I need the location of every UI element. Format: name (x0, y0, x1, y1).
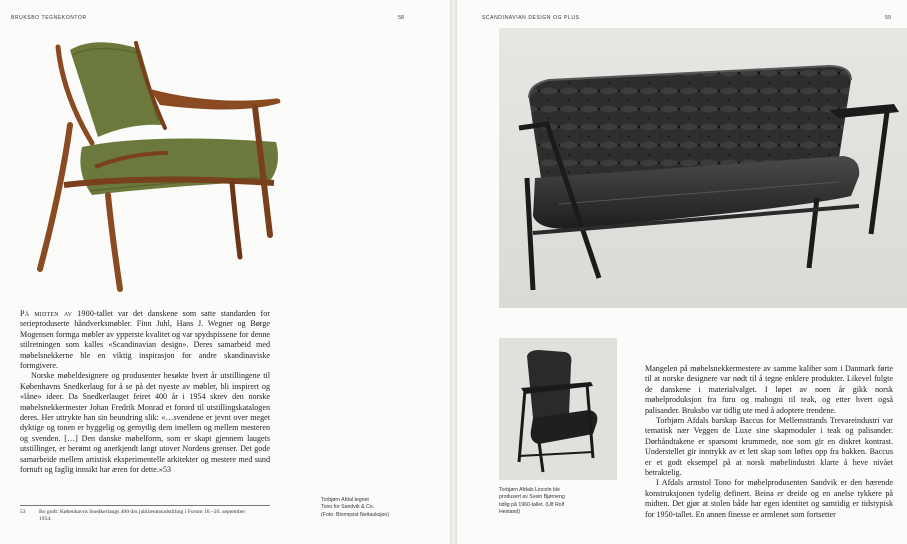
caption-line: Hestand) (499, 509, 521, 516)
chair-caption (321, 497, 441, 519)
footnote (20, 509, 270, 529)
left-paragraph-2: Norske møbeldesignere og produsenter besøkte hvert år utstillingene til Københavns Snedkerlaug for å se på det nyeste av møbler, bli inspirert og «låne» ideer. Da Snedkerlauget feiret 400 år i 1954 skrev den norske møbelsnekkermester Johan Fredrik Monrad et forord til utstillingskatalogen deres. Her uttrykte han sin beundring slik: «…svendene er jevnt over meget dyktige og tonen er hyggelig og gemytlig dem imellem og mellem mesteren og svenden. […] Den danske møbelform, som er skapt gjennem laugets utstillinger, er berømt og anerkjendt langt utover Nordens grenser. Det gode samarbeide mellem artistisk eksperimentelle arkitekter og mestere med sund fornuft og faglig innsikt har æren for dette.»53 (20, 371, 270, 475)
page-number-right: 59 (885, 15, 892, 21)
right-paragraph-3: I Afdals armstol Tono for møbelprodusenten Sandvik er den bærende konstruksjonen tydelig definert. Beina er dreide og en anelse tykkere på midten. Det gjør at stolen både har egen identitet og samtidig er tidstypisk for 1950-tallet. En annen finesse er armlenet som fortsetter (645, 478, 893, 519)
caption-line: Torbjørn Afdal tegnet (321, 497, 369, 503)
teak-chair-illustration (0, 25, 450, 301)
left-paragraph-1 (20, 309, 270, 371)
book-gutter (450, 0, 457, 544)
running-head-left: BRUKSBO TEGNEKONTOR (11, 15, 87, 21)
caption-line: (Foto: Blomqvist Nettauksjon) (321, 511, 390, 518)
sofa-photo (499, 28, 907, 308)
right-body-text (645, 364, 893, 520)
leather-sofa-illustration (499, 28, 907, 308)
paragraph-lead: På midten av 1900 (20, 309, 95, 318)
paragraph-text: -tallet var det danskene som satte standarden for serieproduserte håndverksmøbler. Finn Juhl, Hans J. Wegner og Børge Mogensen formga møbler av ypperste kvalitet og var spydspissene for denne stilretningen som kalles «Scandinavian design». Deres samarbeid med møbelsnekkerne ble en viktig inspirasjon for andre skandinaviske formgivere. (20, 309, 270, 371)
running-head-right: SCANDINAVIAN DESIGN OG PLUS (482, 15, 580, 21)
footnote-number: 53 (20, 509, 26, 515)
right-page (457, 0, 907, 544)
page-number-left: 58 (398, 15, 405, 21)
left-page (0, 0, 450, 544)
caption-line: Tono for Sandvik & Co. (321, 504, 375, 511)
armchair-photo (499, 338, 617, 480)
chair-photo (0, 25, 450, 301)
caption-line: tidlig på 1960-tallet. (Ulf Rolf (499, 501, 565, 508)
caption-line: Torbjørn Afdals Lincoln ble (499, 487, 560, 493)
footnote-rule (20, 505, 270, 506)
caption-line: produsert av Svein Bjørneng (499, 494, 565, 501)
leather-armchair-illustration (499, 338, 617, 480)
footnote-text: Bo godt: Københavns Snedkerlaugs 400-års jubilæumsudstilling i Forum 16.–26. september 1954. (39, 509, 246, 522)
sofa-caption (499, 487, 617, 517)
right-paragraph-2: Torbjørn Afdals barskap Baccus for Mellemstrands Trevareindustri var tematisk nær Veggen de Luxe sine skapmoduler i teak og palisander. Dørhåndtakene er sparsomt krummede, noe som gir en diskret kontrast. Understellet gir inntrykk av et lett skap som løftes opp fra bakken. Baccus er et godt eksempel på at norsk møbelindustri klarte å heve nivået betraktelig. (645, 416, 893, 478)
left-body-text (20, 309, 270, 476)
right-paragraph-1: Mangelen på møbelsnekkermestere av samme kaliber som i Danmark førte til at norske designere var nødt til å tegne enklere produkter. Likevel fulgte de danskene i materialvalget. I løpet av noen år gikk norsk møbelproduksjon fra furu og mahogni til teak, og etter hvert også palisander. Bruksbo var tidlig ute med å adoptere trendene. (645, 364, 893, 415)
